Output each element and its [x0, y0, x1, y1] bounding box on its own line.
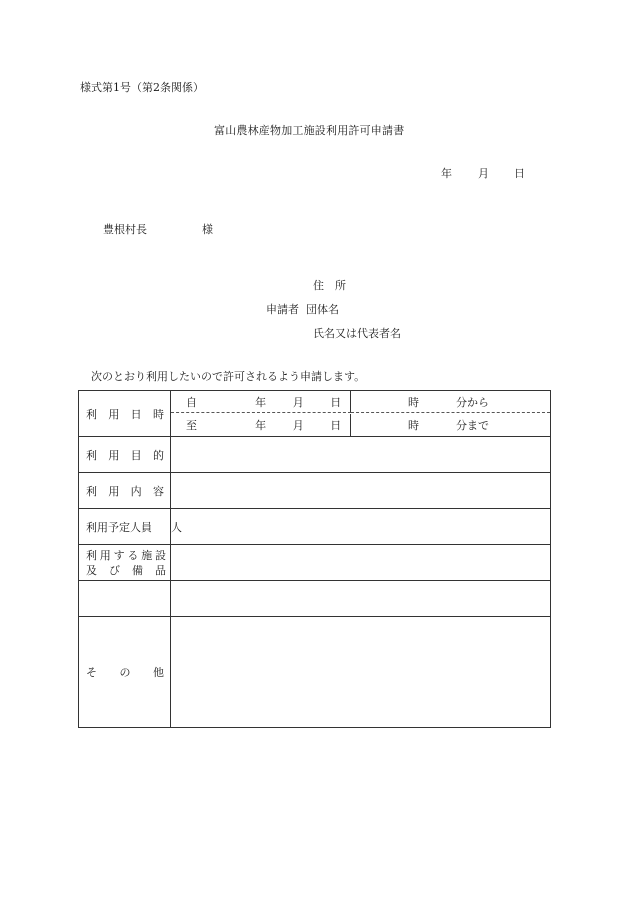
addressee — [103, 224, 213, 235]
blank-label[interactable] — [79, 581, 171, 617]
label-char: 用 — [108, 448, 120, 462]
date-day: 日 — [514, 167, 525, 180]
addressee-honorific: 様 — [202, 223, 213, 236]
from-time[interactable] — [351, 391, 550, 413]
content-label — [79, 473, 171, 509]
label-char: 利 — [86, 484, 97, 498]
datetime-row — [79, 391, 551, 437]
label-char: の — [119, 666, 131, 679]
from-year: 年 — [255, 395, 267, 409]
from-month: 月 — [292, 395, 304, 409]
to-time[interactable] — [351, 414, 550, 436]
label-char: 品 — [155, 563, 166, 577]
applicant-org-row — [266, 304, 339, 315]
applicant-address-label: 住 所 — [313, 279, 346, 292]
intro-text: 次のとおり利用したいので許可されるよう申請します。 — [91, 370, 366, 383]
content-field[interactable] — [171, 473, 551, 509]
datetime-field[interactable] — [171, 391, 551, 437]
label-char: 備 — [132, 563, 143, 577]
label-char: 用 — [99, 548, 111, 562]
label-char: 利 — [86, 548, 97, 562]
date-year: 年 — [441, 167, 452, 180]
date-month: 月 — [478, 167, 489, 180]
to-hour: 時 — [408, 418, 419, 432]
people-unit: 人 — [171, 520, 182, 534]
from-minute: 分から — [456, 395, 489, 409]
to-day: 日 — [330, 418, 342, 432]
from-date[interactable] — [171, 391, 351, 413]
label-char: 設 — [154, 548, 166, 562]
label-char: 他 — [153, 666, 164, 679]
label-char: 時 — [152, 407, 164, 421]
to-prefix: 至 — [186, 418, 197, 432]
label-char: 用 — [108, 407, 120, 421]
to-month: 月 — [292, 418, 304, 432]
purpose-field[interactable] — [171, 437, 551, 473]
date-line — [441, 168, 525, 179]
from-day: 日 — [330, 395, 342, 409]
other-row — [79, 617, 551, 728]
content-row — [79, 473, 551, 509]
label-char: る — [127, 548, 139, 562]
from-hour: 時 — [408, 395, 419, 409]
label-char: 容 — [152, 484, 164, 498]
label-char: そ — [86, 666, 97, 679]
applicant-label: 申請者 — [266, 303, 299, 316]
label-char: 的 — [152, 448, 164, 462]
form-number: 様式第1号（第2条関係） — [80, 81, 204, 94]
label-char: び — [109, 563, 120, 577]
label-char: す — [113, 548, 125, 562]
people-row — [79, 509, 551, 545]
facility-label — [79, 545, 171, 581]
purpose-label — [79, 437, 171, 473]
document-title: 富山農林産物加工施設利用許可申請書 — [214, 124, 405, 137]
to-minute: 分まで — [456, 418, 489, 432]
label-char: 内 — [130, 484, 142, 498]
label-char: 及 — [86, 563, 97, 577]
label-char: 用 — [108, 484, 120, 498]
datetime-label — [79, 391, 171, 437]
people-label: 利用予定人員 — [79, 509, 171, 545]
facility-field[interactable] — [171, 545, 551, 581]
blank-row — [79, 581, 551, 617]
purpose-row — [79, 437, 551, 473]
to-date[interactable] — [171, 414, 351, 436]
applicant-org-label: 団体名 — [306, 303, 339, 316]
usage-table — [78, 390, 551, 728]
people-field[interactable] — [171, 509, 551, 545]
other-field[interactable] — [171, 617, 551, 728]
label-char: 目 — [130, 448, 142, 462]
addressee-name: 豊根村長 — [103, 223, 147, 236]
label-char: 施 — [141, 548, 153, 562]
label-char: 利 — [86, 448, 97, 462]
blank-field[interactable] — [171, 581, 551, 617]
from-prefix: 自 — [186, 395, 197, 409]
applicant-name-label: 氏名又は代表者名 — [313, 327, 401, 340]
label-char: 利 — [86, 407, 97, 421]
to-year: 年 — [255, 418, 267, 432]
other-label — [79, 617, 171, 728]
facility-row — [79, 545, 551, 581]
label-char: 日 — [130, 407, 142, 421]
